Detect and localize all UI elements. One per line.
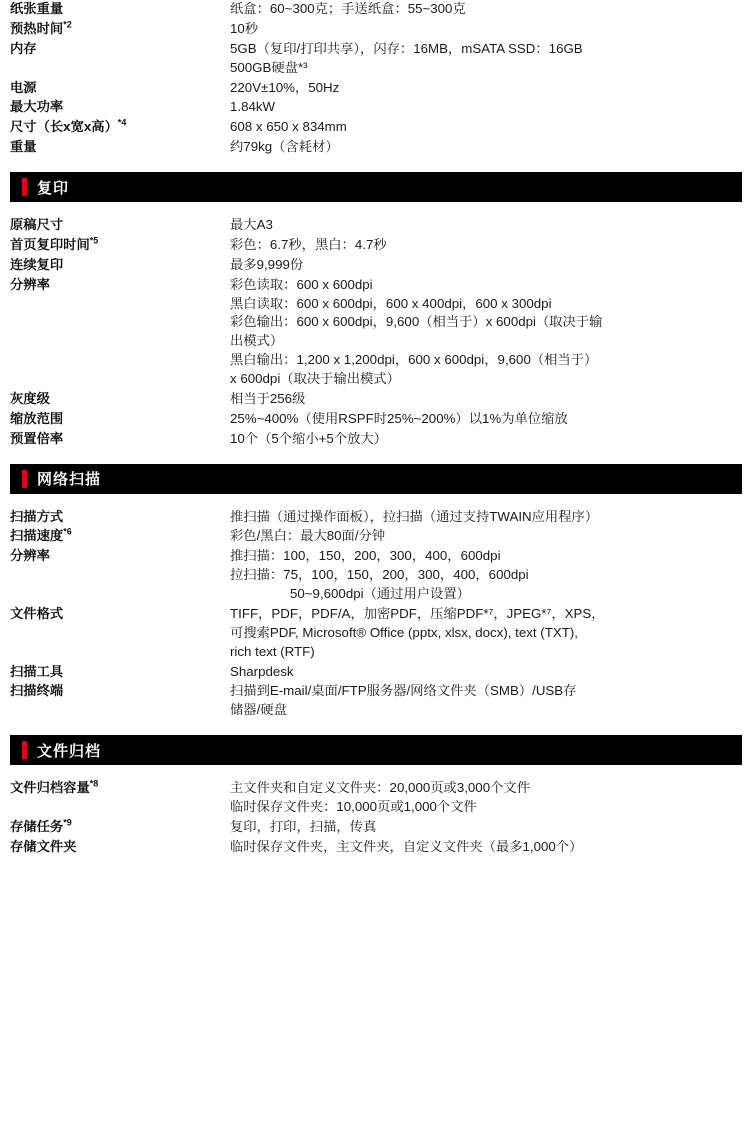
spec-value-line: 50~9,600dpi（通过用户设置） [290, 586, 470, 601]
spec-value-line: 黑白输出：1,200 x 1,200dpi，600 x 600dpi，9,600（相当于） [230, 352, 598, 368]
spec-value-line: 可搜索PDF, Microsoft® Office (pptx, xlsx, docx), text (TXT), [230, 624, 578, 640]
section-accent-bar [22, 741, 27, 759]
spec-value-line: 推扫描（通过操作面板），拉扫描（通过支持TWAIN应用程序） [230, 508, 599, 524]
spec-value-line: 拉扫描：75，100，150，200，300，400，600dpi [230, 567, 529, 583]
spec-row [10, 390, 742, 410]
spec-label-text: 存储任务 [10, 818, 64, 834]
spec-label-text: 预热时间 [10, 20, 64, 36]
spec-value-line: rich text (RTF) [230, 643, 315, 659]
spec-label-text: 存储文件夹 [10, 838, 77, 854]
spec-label-text: 连续复印 [10, 256, 64, 272]
spec-label [10, 390, 228, 410]
spec-label [10, 79, 228, 99]
spec-row [10, 410, 742, 430]
spec-value-line: 10个（5个缩小+5个放大） [230, 430, 388, 446]
spec-label-text: 扫描工具 [10, 663, 64, 679]
spec-value-line: 10秒 [230, 20, 259, 36]
spec-row [10, 527, 742, 547]
spec-value-line: x 600dpi（取决于输出模式） [230, 371, 400, 386]
spec-label [10, 410, 228, 430]
spec-label-footnote: *4 [117, 117, 127, 128]
spec-label [10, 682, 228, 721]
spec-label [10, 118, 228, 138]
spec-value-line: 临时保存文件夹：10,000页或1,000个文件 [230, 799, 477, 814]
spec-value-line: Sharpdesk [230, 663, 294, 679]
spec-row [10, 508, 742, 528]
spec-label-text: 重量 [10, 139, 37, 155]
spec-label-footnote: *8 [89, 778, 99, 789]
spec-value [228, 508, 742, 528]
spec-row [10, 256, 742, 276]
spec-value [228, 430, 742, 450]
spec-value [228, 79, 742, 99]
spec-label [10, 216, 228, 236]
spec-value-line: 500GB硬盘*³ [230, 59, 308, 75]
spec-value [228, 276, 742, 390]
spec-value [228, 256, 742, 276]
spec-table-copy [10, 216, 742, 450]
spec-label-text: 文件归档容量 [10, 780, 90, 796]
spec-value-line: 临时保存文件夹，主文件夹，自定义文件夹（最多1,000个） [230, 838, 583, 854]
section-header-document-filing [10, 735, 742, 765]
spec-row [10, 838, 742, 858]
spec-label-text: 纸张重量 [10, 1, 64, 16]
spec-row [10, 20, 742, 40]
spec-row [10, 605, 742, 663]
spec-label [10, 838, 228, 858]
spec-row [10, 98, 742, 118]
spec-label [10, 98, 228, 118]
spec-label [10, 40, 228, 79]
spec-label-text: 缩放范围 [10, 410, 64, 426]
spec-value [228, 682, 742, 721]
spec-value-line: 复印，打印，扫描，传真 [230, 818, 377, 834]
spec-label [10, 663, 228, 683]
spec-value [228, 779, 742, 818]
spec-row [10, 216, 742, 236]
spec-label-footnote: *5 [89, 235, 99, 246]
section-header-network-scan [10, 464, 742, 494]
spec-value-line: 约79kg（含耗材） [230, 139, 339, 155]
spec-row [10, 40, 742, 79]
spec-row [10, 818, 742, 838]
spec-value [228, 98, 742, 118]
spec-value [228, 818, 742, 838]
spec-value-line: 彩色读取：600 x 600dpi [230, 276, 373, 292]
spec-row [10, 663, 742, 683]
spec-table-machine-specs [10, 0, 742, 158]
spec-value [228, 138, 742, 158]
spec-row [10, 138, 742, 158]
spec-label [10, 430, 228, 450]
spec-value-line: TIFF，PDF，PDF/A，加密PDF，压缩PDF*⁷，JPEG*⁷，XPS， [230, 605, 605, 621]
spec-value-line: 扫描到E-mail/桌面/FTP服务器/网络文件夹（SMB）/USB存 [230, 683, 577, 699]
spec-label [10, 547, 228, 605]
section-title: 文件归档 [37, 742, 102, 760]
spec-value [228, 527, 742, 547]
spec-label-text: 文件格式 [10, 605, 64, 621]
spec-value-line: 1.84kW [230, 99, 276, 115]
spec-value-line: 25%~400%（使用RSPF时25%~200%）以1%为单位缩放 [230, 410, 568, 426]
spec-value [228, 20, 742, 40]
spec-row [10, 430, 742, 450]
spec-table-network-scan [10, 508, 742, 722]
spec-value-line: 主文件夹和自定义文件夹：20,000页或3,000个文件 [230, 780, 530, 796]
sections-container [10, 0, 742, 858]
spec-row [10, 79, 742, 99]
spec-label-text: 扫描终端 [10, 683, 64, 699]
spec-label [10, 605, 228, 663]
spec-label-text: 预置倍率 [10, 430, 64, 446]
spec-value-line: 推扫描：100，150，200，300，400，600dpi [230, 548, 501, 564]
spec-value [228, 0, 742, 20]
spec-row [10, 547, 742, 605]
spec-row [10, 682, 742, 721]
spec-label-text: 尺寸（长x宽x高） [10, 119, 118, 135]
spec-label [10, 779, 228, 818]
spec-label-text: 最大功率 [10, 99, 64, 115]
spec-label [10, 256, 228, 276]
spec-value-line: 纸盒：60~300克；手送纸盒：55~300克 [230, 1, 466, 16]
spec-value-line: 5GB（复印/打印共享），闪存：16MB，mSATA SSD：16GB [230, 40, 583, 56]
spec-label-text: 分辨率 [10, 276, 50, 292]
spec-row [10, 0, 742, 20]
spec-label [10, 20, 228, 40]
spec-label-text: 原稿尺寸 [10, 217, 64, 232]
spec-label [10, 508, 228, 528]
spec-value-line: 608 x 650 x 834mm [230, 119, 347, 135]
spec-label-text: 首页复印时间 [10, 236, 90, 252]
spec-label-footnote: *9 [63, 817, 72, 828]
spec-value [228, 216, 742, 236]
spec-value-line: 彩色：6.7秒，黑白：4.7秒 [230, 236, 387, 252]
section-accent-bar [22, 470, 27, 488]
spec-label-text: 扫描方式 [10, 508, 64, 524]
spec-value-line: 220V±10%，50Hz [230, 79, 340, 95]
spec-row [10, 118, 742, 138]
spec-value [228, 390, 742, 410]
spec-label-text: 分辨率 [10, 548, 50, 564]
spec-label [10, 818, 228, 838]
spec-label [10, 0, 228, 20]
spec-value [228, 410, 742, 430]
section-header-copy [10, 172, 742, 202]
spec-value-line: 彩色/黑白：最大80面/分钟 [230, 528, 386, 544]
spec-value-line: 出模式） [230, 333, 284, 349]
spec-row [10, 276, 742, 390]
spec-value-line: 最大A3 [230, 217, 273, 232]
spec-value [228, 40, 742, 79]
spec-value [228, 838, 742, 858]
section-title: 复印 [37, 179, 70, 197]
spec-label [10, 138, 228, 158]
spec-row [10, 779, 742, 818]
spec-row [10, 236, 742, 256]
spec-label-footnote: *6 [63, 526, 72, 537]
spec-value [228, 547, 742, 605]
spec-label-text: 扫描速度 [10, 528, 64, 544]
spec-value-line: 相当于256级 [230, 390, 306, 406]
spec-label [10, 236, 228, 256]
section-title: 网络扫描 [37, 471, 102, 488]
spec-label-text: 灰度级 [10, 390, 50, 406]
spec-value [228, 118, 742, 138]
spec-value [228, 236, 742, 256]
spec-table-document-filing [10, 779, 742, 858]
spec-value-line: 彩色输出：600 x 600dpi，9,600（相当于）x 600dpi（取决于输 [230, 314, 603, 330]
spec-label [10, 276, 228, 390]
spec-label-footnote: *2 [63, 19, 72, 30]
spec-label-text: 电源 [10, 79, 37, 95]
section-accent-bar [22, 178, 27, 196]
spec-value-line: 最多9,999份 [230, 256, 304, 272]
spec-value-line: 黑白读取：600 x 600dpi，600 x 400dpi，600 x 300dpi [230, 295, 552, 311]
spec-value-line: 储器/硬盘 [230, 702, 287, 718]
spec-label [10, 527, 228, 547]
spec-label-text: 内存 [10, 40, 37, 56]
spec-value [228, 663, 742, 683]
spec-value [228, 605, 742, 663]
